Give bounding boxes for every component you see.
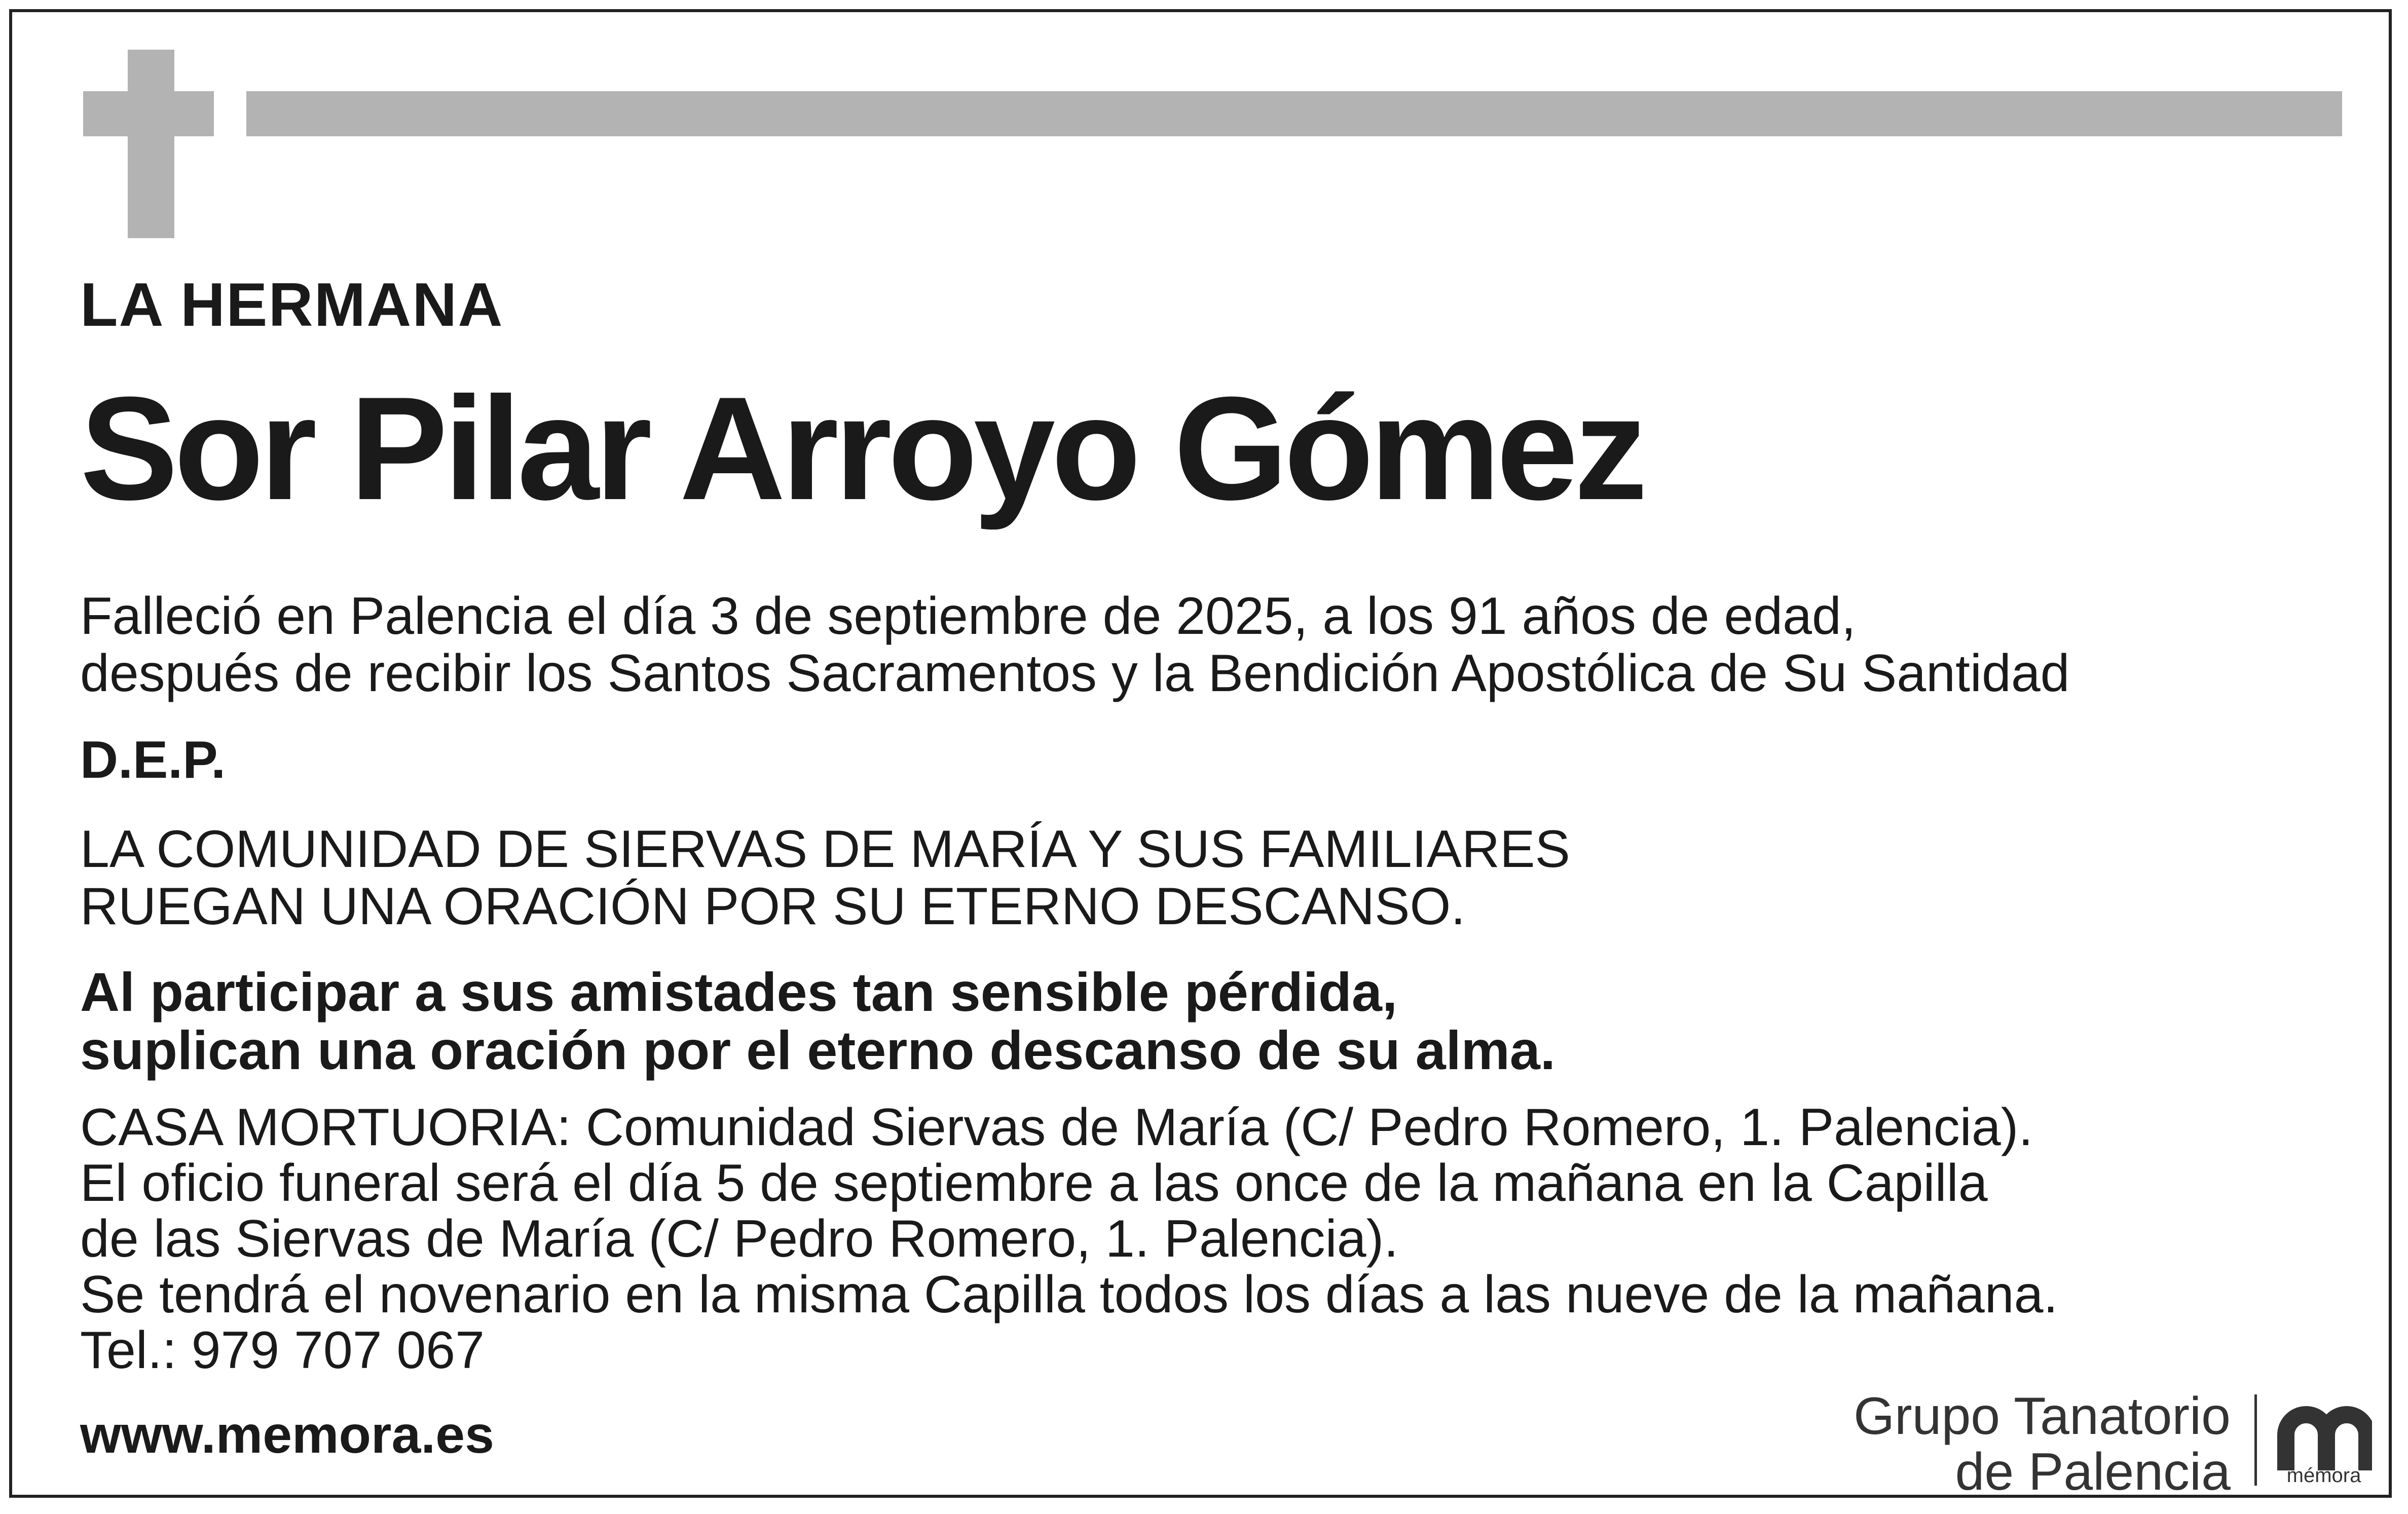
community-request <box>80 821 1570 935</box>
brand-name <box>1854 1388 2231 1500</box>
brand-line: Grupo Tanatorio <box>1854 1387 2231 1446</box>
community-line: RUEGAN UNA ORACIÓN POR SU ETERNO DESCANSO. <box>80 877 1466 936</box>
dep-label: D.E.P. <box>80 731 226 789</box>
death-notice-paragraph <box>80 588 2070 702</box>
details-line: Se tendrá el novenario en la misma Capilla todos los días a las nueve de la mañana. <box>80 1265 2058 1324</box>
phone-line: Tel.: 979 707 067 <box>80 1321 485 1380</box>
header-bar <box>246 91 2342 136</box>
paragraph-line: después de recibir los Santos Sacramentos y la Bendición Apostólica de Su Santidad <box>80 644 2070 703</box>
website-link[interactable]: www.memora.es <box>80 1406 494 1464</box>
kicker-title: LA HERMANA <box>80 270 504 339</box>
participation-notice <box>80 963 1555 1079</box>
cross-icon-vertical <box>128 50 174 238</box>
details-line: de las Siervas de María (C/ Pedro Romero, 1. Palencia). <box>80 1209 1399 1268</box>
details-line: El oficio funeral será el día 5 de septiembre a las once de la mañana en la Capilla <box>80 1154 1988 1213</box>
memora-logo-word: mémora <box>2286 1464 2361 1487</box>
paragraph-line: Falleció en Palencia el día 3 de septiembre de 2025, a los 91 años de edad, <box>80 587 1856 646</box>
brand-line: de Palencia <box>1955 1443 2231 1501</box>
participation-line: suplican una oración por el eterno descanso de su alma. <box>80 1019 1555 1081</box>
participation-line: Al participar a sus amistades tan sensible pérdida, <box>80 961 1397 1023</box>
funeral-details <box>80 1100 2058 1378</box>
cross-icon-horizontal <box>83 91 214 136</box>
brand-divider <box>2254 1394 2257 1486</box>
deceased-name: Sor Pilar Arroyo Gómez <box>80 366 1644 531</box>
details-line: CASA MORTUORIA: Comunidad Siervas de María (C/ Pedro Romero, 1. Palencia). <box>80 1098 2033 1157</box>
community-line: LA COMUNIDAD DE SIERVAS DE MARÍA Y SUS FAMILIARES <box>80 820 1570 879</box>
